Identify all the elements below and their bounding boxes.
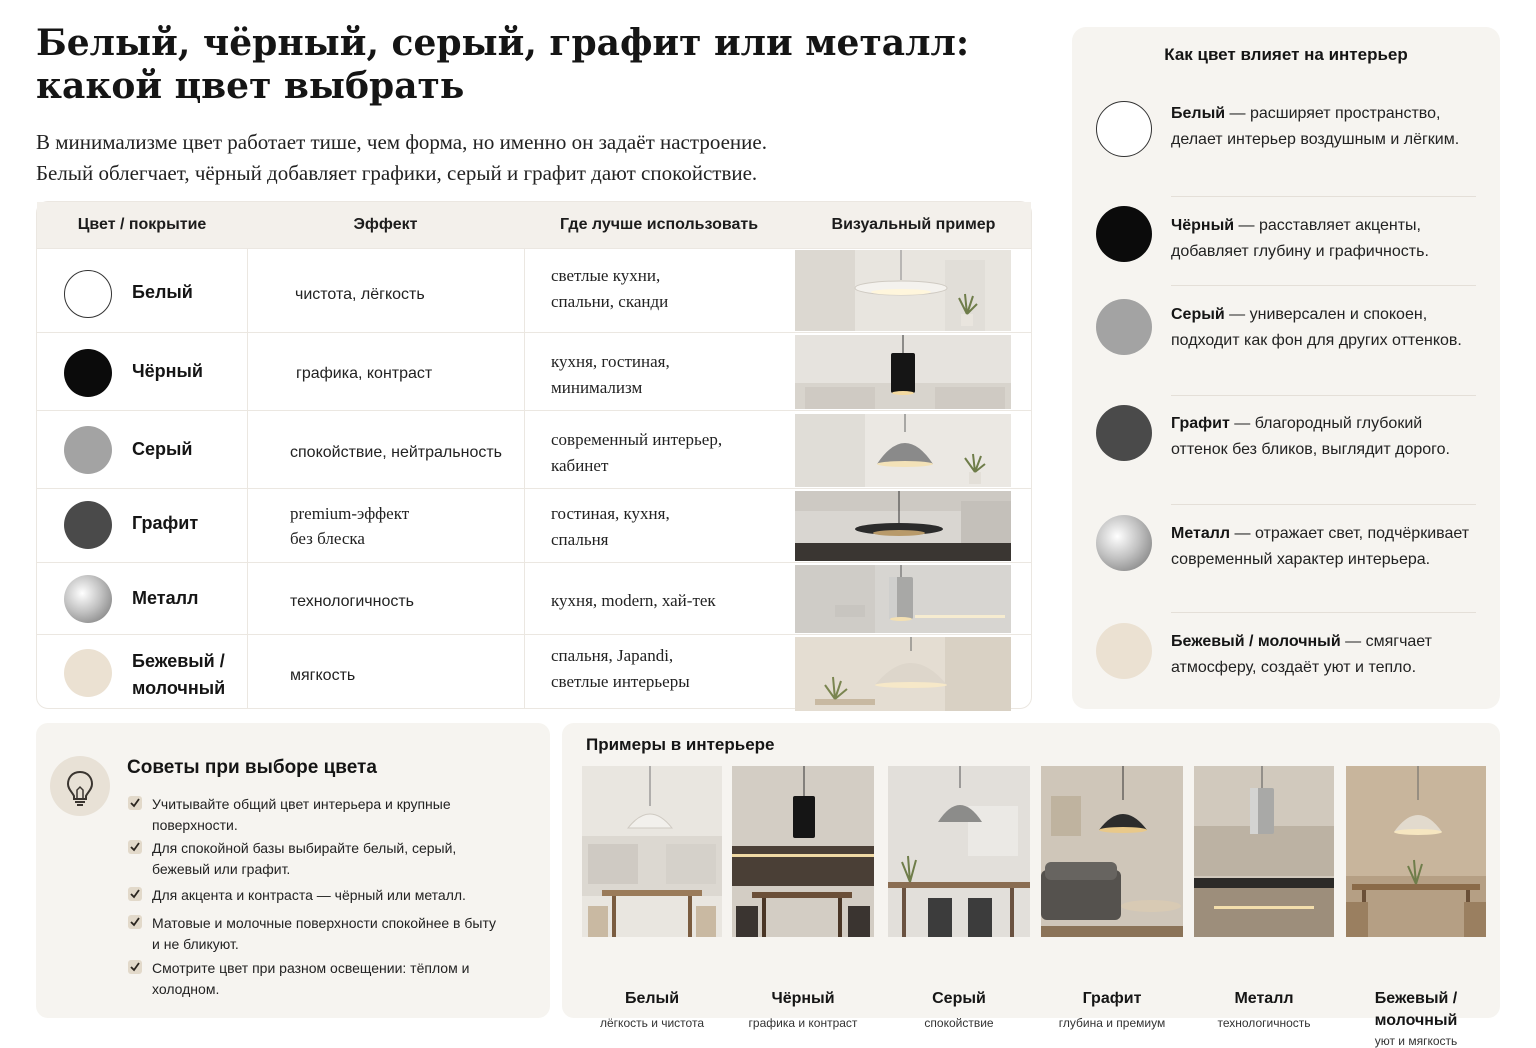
example-thumbnail-metal [795,565,1011,633]
tips-panel [36,723,550,1018]
example-photo-metal [1194,766,1334,937]
table-row [37,332,1031,410]
influence-name: Чёрный [1171,217,1235,234]
black-swatch [1096,206,1152,262]
influence-text [1171,411,1471,463]
example-photo-white [582,766,722,937]
checkbox-icon [128,887,142,901]
color-name-line1: Бежевый / [132,651,225,671]
influence-text [1171,629,1471,681]
example-name: Металл [1234,990,1294,1007]
beige-swatch [1096,623,1152,679]
comparison-table [36,201,1032,709]
checkbox-icon [128,915,142,929]
table-header [37,202,1031,248]
effect-text: premium-эффект без блеска [290,504,410,548]
checkbox-icon [128,840,142,854]
example-sub: графика и контраст [748,1016,858,1030]
influence-text [1171,302,1471,354]
example-name: Бежевый / молочный [1374,990,1458,1029]
table-row [37,634,1031,710]
intro-text [36,127,1036,189]
influence-panel [1072,27,1500,709]
page-title-line2: какой цвет выбрать [36,65,465,107]
influence-name: Металл [1171,525,1231,542]
metal-swatch [1096,515,1152,571]
example-name: Чёрный [771,990,835,1007]
influence-description: — благородный глубокий оттенок без бликов, выглядит дорого. [1171,415,1450,458]
influence-name: Серый [1171,306,1225,323]
influence-text [1171,213,1471,265]
influence-name: Бежевый / молочный [1171,633,1341,650]
examples-title: Примеры в интерьере [586,735,775,754]
where-text: гостиная, кухня, спальня [551,504,670,549]
influence-description: — смягчает атмосферу, создаёт уют и тепло. [1171,633,1432,676]
graphite-swatch [1096,405,1152,461]
lightbulb-icon [50,756,110,816]
tip-text: Смотрите цвет при разном освещении: тёплом и холодном. [152,960,470,997]
page-title [36,22,1036,108]
header-visual: Визуальный пример [831,216,996,233]
influence-name: Белый [1171,105,1226,122]
table-row [37,488,1031,562]
where-text: спальня, Japandi, светлые интерьеры [551,646,690,691]
where-text: кухня, modern, хай-тек [551,591,716,610]
color-name: Белый [132,282,193,302]
color-name: Серый [132,439,193,459]
color-name: Графит [132,513,199,533]
example-name: Белый [624,990,680,1007]
white-swatch [64,270,112,318]
example-sub: уют и мягкость [1374,1034,1458,1048]
page-title-line1: Белый, чёрный, серый, графит или металл: [36,22,970,64]
example-thumbnail-white [795,250,1011,331]
color-name: Металл [132,588,199,608]
intro-line2: Белый облегчает, чёрный добавляет графики, серый и графит дают спокойствие. [36,161,758,185]
header-where: Где лучше использовать [559,216,759,233]
influence-text [1171,101,1471,153]
example-thumbnail-graphite [795,491,1011,561]
example-thumbnail-beige [795,637,1011,711]
influence-description: — расставляет акценты, добавляет глубину и графичность. [1171,217,1429,260]
effect-text: мягкость [290,667,356,684]
example-photo-grey [888,766,1030,937]
divider [1171,196,1476,197]
example-thumbnail-black [795,335,1011,409]
example-photo-black [732,766,874,937]
divider [1171,504,1476,505]
where-text: кухня, гостиная, минимализм [551,352,670,397]
example-sub: спокойствие [924,1016,994,1030]
tip-text: Матовые и молочные поверхности спокойнее в быту и не бликуют. [152,915,497,952]
tip-text: Для акцента и контраста — чёрный или металл. [152,887,466,903]
example-thumbnail-grey [795,414,1011,487]
beige-swatch [64,649,112,697]
effect-text: графика, контраст [296,365,433,382]
example-name: Серый [932,990,986,1007]
divider [1171,285,1476,286]
example-photo-beige [1346,766,1486,937]
divider [1171,612,1476,613]
color-name [132,648,225,702]
black-swatch [64,349,112,397]
tip-text: Для спокойной базы выбирайте белый, серый, бежевый или графит. [152,840,457,877]
influence-description: — универсален и спокоен, подходит как фон для других оттенков. [1171,306,1462,349]
examples-panel [562,723,1500,1048]
divider [1171,395,1476,396]
example-sub: технологичность [1217,1016,1311,1030]
white-swatch [1096,101,1152,157]
example-sub: лёгкость и чистота [600,1016,704,1030]
influence-description: — отражает свет, подчёркивает современный характер интерьера. [1171,525,1470,568]
color-name-line2: молочный [132,678,226,698]
influence-text [1171,521,1471,573]
where-text: светлые кухни, спальни, сканди [551,266,669,311]
example-photo-graphite [1041,766,1183,937]
influence-name: Графит [1171,415,1230,432]
checkbox-icon [128,796,142,810]
tip-text: Учитывайте общий цвет интерьера и крупные поверхности. [152,796,451,833]
header-effect: Эффект [353,216,418,233]
effect-text: чистота, лёгкость [295,286,425,303]
graphite-swatch [64,501,112,549]
effect-text: технологичность [290,593,414,610]
metal-swatch [64,575,112,623]
header-color: Цвет / покрытие [77,216,207,233]
table-row [37,562,1031,634]
checkbox-icon [128,960,142,974]
example-name: Графит [1082,990,1142,1007]
where-text: современный интерьер, кабинет [551,430,723,475]
table-row [37,248,1031,332]
intro-line1: В минимализме цвет работает тише, чем форма, но именно он задаёт настроение. [36,130,767,154]
color-name: Чёрный [132,361,203,381]
grey-swatch [64,426,112,474]
table-row [37,410,1031,488]
grey-swatch [1096,299,1152,355]
effect-text: спокойствие, нейтральность [290,444,502,461]
example-sub: глубина и премиум [1058,1016,1166,1030]
influence-description: — расширяет пространство, делает интерьер воздушным и лёгким. [1171,105,1460,148]
tips-title: Советы при выборе цвета [127,757,377,778]
influence-title: Как цвет влияет на интерьер [1164,45,1408,64]
